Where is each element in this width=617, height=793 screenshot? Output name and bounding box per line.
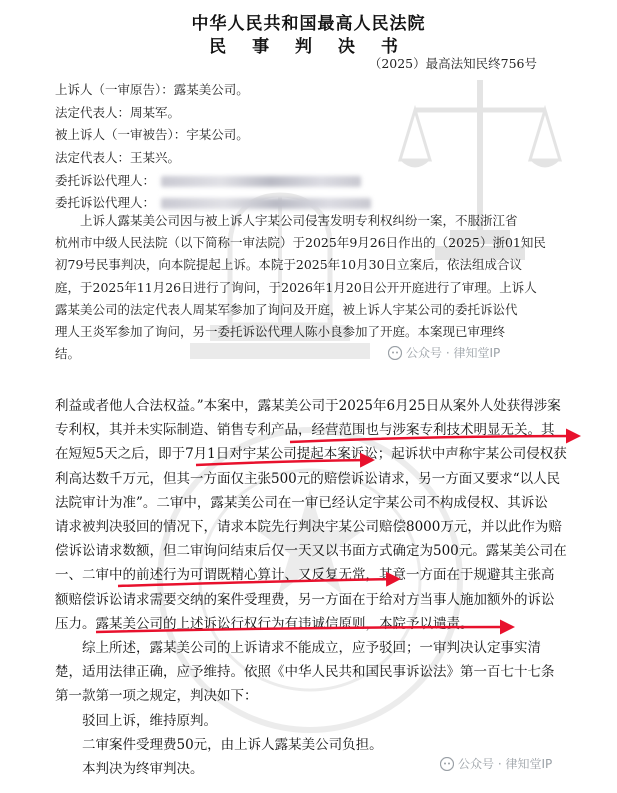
case-number: （2025）最高法知民终756号	[368, 56, 537, 71]
underline-arrow	[118, 579, 398, 586]
underline-arrow	[96, 627, 512, 632]
document-type: 民 事 判 决 书	[209, 37, 408, 57]
wechat-watermark: 公众号 · 律知堂IP	[388, 344, 500, 361]
party-appellee-representative: 法定代表人：王某兴。	[55, 150, 181, 165]
party-appellee: 被上诉人（一审被告）：宇某公司。	[55, 127, 249, 142]
party-agent: 委托诉讼代理人：	[55, 171, 361, 189]
party-appellant: 上诉人（一审原告）：露某美公司。	[55, 82, 249, 97]
party-agent: 委托诉讼代理人：	[55, 193, 371, 211]
judgment-body: 利益或者他人合法权益。”本案中，露某美公司于2025年6月25日从案外人处获得涉案 专利权，其并未实际制造、销售专利产品，经营范围也与涉案专利技术明显无关。其 在短短5天之后，即于7月1日对宇某公司提起本案诉讼；起诉状中声称宇某公司侵权获 利高达数千万元，但其一方面仅主张500元的赔偿诉讼请求，另一方面又要求“以人民 法院审计为准”。二审中，露某美公司在一审已经认定宇某公司不构成侵权、其诉讼 请求被判决驳回的情况下，请求本院先行判决宇某公司赔偿8000万元，并以此作为赔 偿诉讼请求数额，但二审询问结束后仅一天又以书面方式确定为500元。露某美公司在 一、二审中的前述行为可谓既精心算计、又反复无常，其意一方面在于规避其主张高 额赔偿诉讼请求需要交纳的案件受理费，另一方面在于给对方当事人施加额外的诉讼 压力。露某美公司的上述诉讼行权行为有违诚信原则，本院予以谴责。 综上所述，露某美公司的上诉请求不能成立，应予驳回；一审判决认定事实清 楚，适用法律正确，应予维持。依照《中华人民共和国民事诉讼法》第一百七十七条 第一款第一项之规定，判决如下： 驳回上诉，维持原判。 二审案件受理费50元，由上诉人露某美公司负担。 本判决为终审判决。	[55, 398, 567, 778]
underline-arrow	[290, 436, 578, 442]
wechat-watermark: 公众号 · 律知堂IP	[440, 755, 552, 772]
underline-arrow	[196, 460, 372, 465]
case-intro-paragraph: 上诉人露某美公司因与被上诉人宇某公司侵害发明专利权纠纷一案，不服浙江省 杭州市中级人民法院（以下简称一审法院）于2025年9月26日作出的（2025）浙01知民 初79号民事判决，向本院提起上诉。本院于2025年10月30日立案后，依法组成合议 庭，于2025年11月26日进行了询问，于2026年1月20日公开开庭进行了审理。上诉人 露某美公司的法定代表人周某军参加了询问及开庭，被上诉人宇某公司的委托诉讼代 理人王炎军参加了询问，另一委托诉讼代理人陈小良参加了开庭。本案现已审理终 结。	[55, 213, 546, 362]
party-appellant-representative: 法定代表人：周某军。	[55, 105, 181, 120]
court-name: 中华人民共和国最高人民法院	[191, 14, 426, 34]
